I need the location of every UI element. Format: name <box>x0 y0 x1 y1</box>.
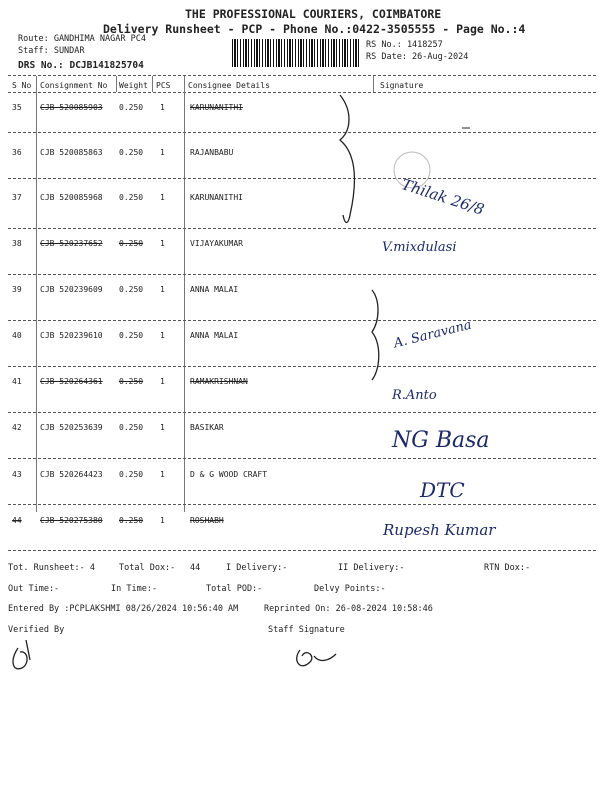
out-time: Out Time:- <box>8 584 60 594</box>
row-pcs: 1 <box>160 193 165 202</box>
row-consignment: CJB 520239609 <box>40 285 103 294</box>
row-sno: 42 <box>12 423 22 432</box>
row-weight: 0.250 <box>119 470 144 479</box>
total-dox-value: 44 <box>190 563 201 573</box>
row-sno: 41 <box>12 377 22 386</box>
col-sno: S No <box>12 81 32 90</box>
row-weight: 0.250 <box>119 148 144 157</box>
reprinted-on: Reprinted On: 26-08-2024 10:58:46 <box>264 604 433 614</box>
row-weight: 0.250 <box>119 331 144 340</box>
row-weight: 0.250 <box>119 103 144 112</box>
runsheet-title: Delivery Runsheet - PCP - Phone No.:0422-3505555 - Page No.:4 <box>103 22 526 36</box>
row-weight: 0.250 <box>119 423 144 432</box>
row-sno: 43 <box>12 470 22 479</box>
row-pcs: 1 <box>160 377 165 386</box>
row-weight: 0.250 <box>119 193 144 202</box>
signature-44: Rupesh Kumar <box>383 521 496 539</box>
drs-number: DRS No.: DCJB141825704 <box>18 60 144 71</box>
row-pcs: 1 <box>160 148 165 157</box>
row-consignment: CJB 520085863 <box>40 148 103 157</box>
row-sno: 38 <box>12 239 22 248</box>
rs-date: RS Date: 26-Aug-2024 <box>366 52 469 62</box>
signature-37: Thilak 26/8 <box>399 175 487 219</box>
row-pcs: 1 <box>160 470 165 479</box>
row-pcs: 1 <box>160 423 165 432</box>
row-consignment: CJB 520237652 <box>40 239 103 248</box>
col-consignee: Consignee Details <box>188 81 270 90</box>
row-sno: 35 <box>12 103 22 112</box>
ii-delivery: II Delivery:- <box>338 563 405 573</box>
row-consignment: CJB 520085968 <box>40 193 103 202</box>
in-time: In Time:- <box>111 584 158 594</box>
staff-label: Staff: SUNDAR <box>18 46 85 56</box>
row-pcs: 1 <box>160 239 165 248</box>
row-weight: 0.250 <box>119 516 144 525</box>
row-consignee: ANNA MALAI <box>190 285 239 294</box>
row-weight: 0.250 <box>119 239 144 248</box>
company-name: THE PROFESSIONAL COURIERS, COIMBATORE <box>185 7 442 21</box>
col-signature: Signature <box>380 81 424 90</box>
col-pcs: PCS <box>156 81 171 90</box>
tot-runsheet: Tot. Runsheet:- 4 <box>8 563 95 573</box>
route-label: Route: GANDHIMA NAGAR PC4 <box>18 34 146 44</box>
signature-42: NG Basa <box>392 428 490 453</box>
signature-43: DTC <box>420 478 465 502</box>
col-consignment: Consignment No <box>40 81 108 90</box>
row-consignee: BASIKAR <box>190 423 224 432</box>
row-consignee: D & G WOOD CRAFT <box>190 470 268 479</box>
rs-number: RS No.: 1418257 <box>366 40 443 50</box>
i-delivery: I Delivery:- <box>226 563 288 573</box>
row-consignment: CJB 520264361 <box>40 377 103 386</box>
delvy-points: Delvy Points:- <box>314 584 386 594</box>
col-weight: Weight <box>119 81 148 90</box>
staff-signature-label: Staff Signature <box>268 625 345 635</box>
row-sno: 39 <box>12 285 22 294</box>
row-consignee: ROSHABH <box>190 516 224 525</box>
signature-41: R.Anto <box>392 388 437 403</box>
verifier-signature <box>13 640 30 669</box>
row-weight: 0.250 <box>119 377 144 386</box>
row-consignee: KARUNANITHI <box>190 193 243 202</box>
signature-38: V.mixdulasi <box>382 240 457 255</box>
row-pcs: 1 <box>160 516 165 525</box>
row-consignment: CJB 520239610 <box>40 331 103 340</box>
row-sno: 44 <box>12 516 22 525</box>
row-consignee: RAMAKRISHNAN <box>190 377 248 386</box>
row-pcs: 1 <box>160 331 165 340</box>
total-dox: Total Dox:- <box>119 563 176 573</box>
row-pcs: 1 <box>160 285 165 294</box>
row-consignee: KARUNANITHI <box>190 103 243 112</box>
row-sno: 40 <box>12 331 22 340</box>
row-consignee: RAJANBABU <box>190 148 234 157</box>
row-consignee: VIJAYAKUMAR <box>190 239 243 248</box>
row-sno: 37 <box>12 193 22 202</box>
row-consignment: CJB 520264423 <box>40 470 103 479</box>
row-sno: 36 <box>12 148 22 157</box>
signature-40: A. Saravana <box>392 317 474 352</box>
row-consignment: CJB 520253639 <box>40 423 103 432</box>
staff-signature <box>297 650 336 666</box>
entered-by: Entered By :PCPLAKSHMI 08/26/2024 10:56:40 AM <box>8 604 239 614</box>
row-weight: 0.250 <box>119 285 144 294</box>
row-pcs: 1 <box>160 103 165 112</box>
row-consignment: CJB 520085903 <box>40 103 103 112</box>
total-pod: Total POD:- <box>206 584 263 594</box>
rtn-dox: RTN Dox:- <box>484 563 531 573</box>
row-consignment: CJB 520275380 <box>40 516 103 525</box>
row-consignee: ANNA MALAI <box>190 331 239 340</box>
verified-by: Verified By <box>8 625 65 635</box>
